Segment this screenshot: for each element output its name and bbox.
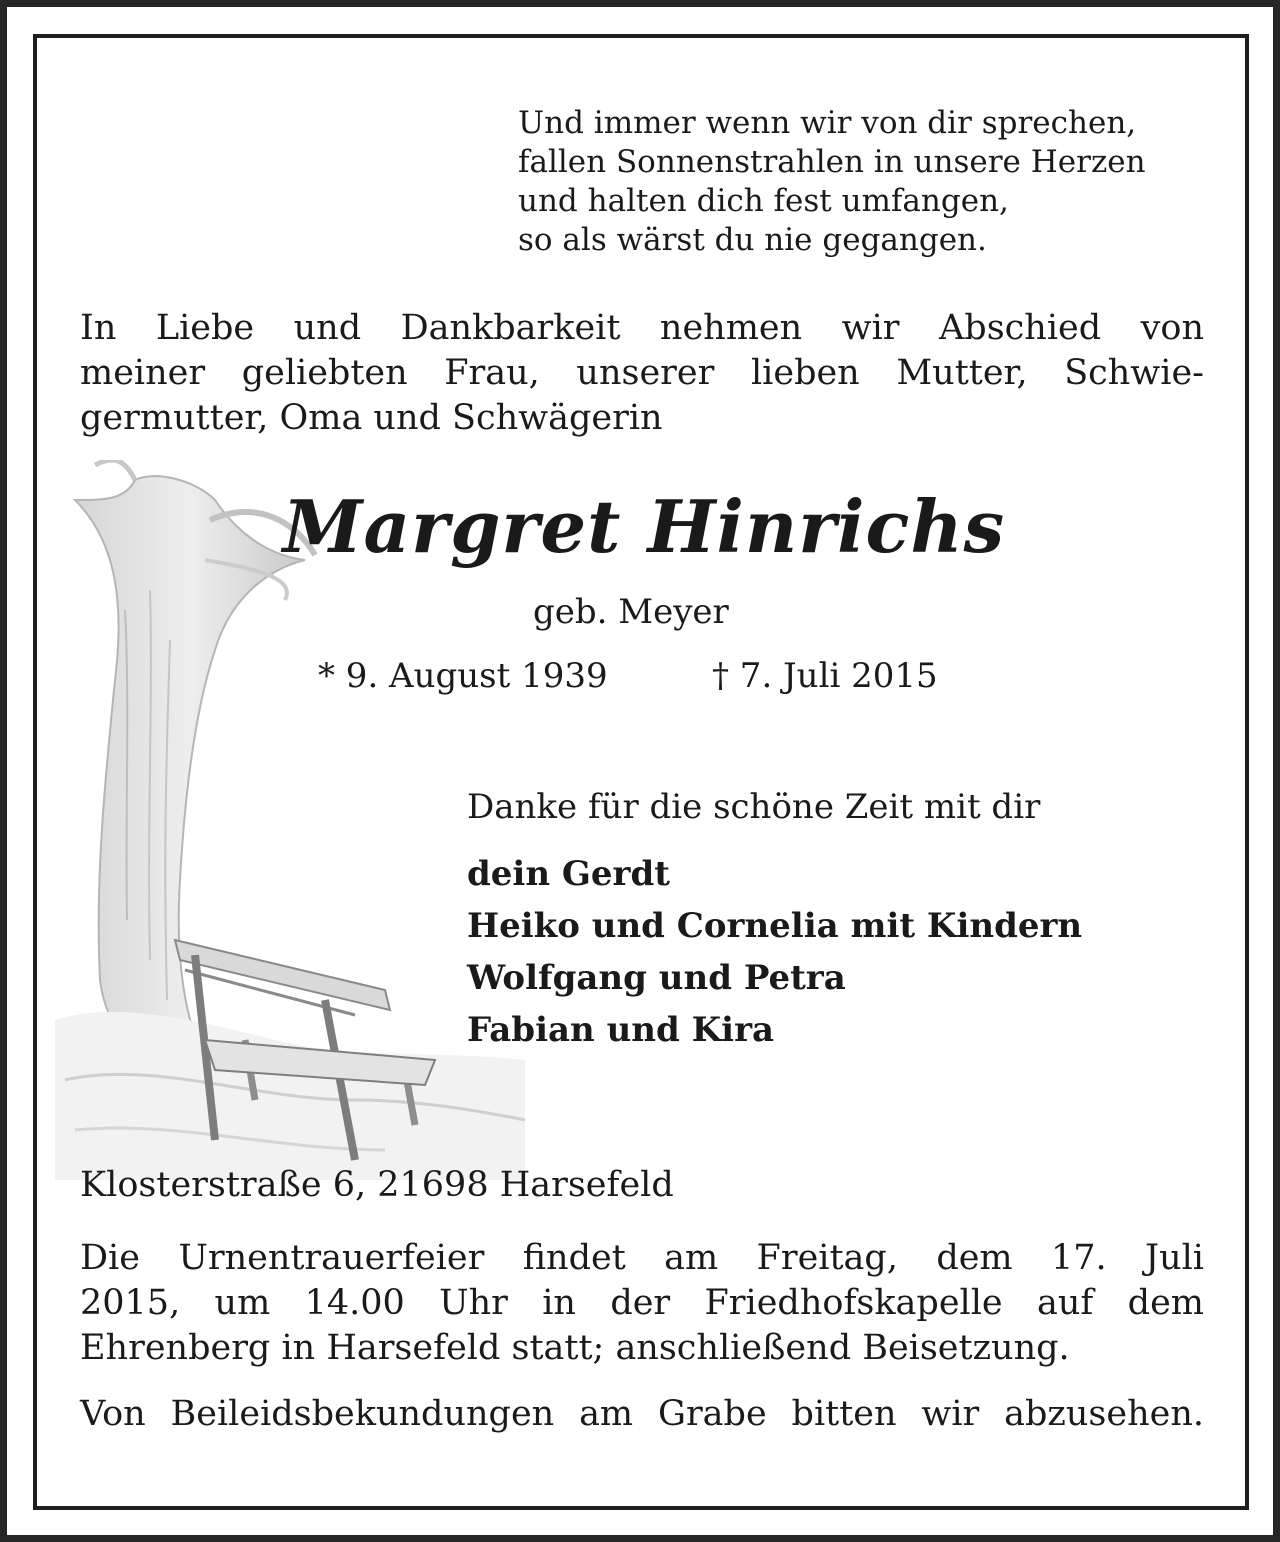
intro-line: meiner geliebten Frau, unserer lieben Mutter, Schwie- [80, 353, 1204, 393]
poem-line: fallen Sonnenstrahlen in unsere Herzen [518, 144, 1146, 180]
death-date: † 7. Juli 2015 [712, 656, 938, 696]
family-member: Heiko und Cornelia mit Kindern [467, 906, 1083, 946]
thanks-line: Danke für die schöne Zeit mit dir [467, 787, 1041, 827]
deceased-name: Margret Hinrichs [282, 484, 1006, 569]
service-paragraph [80, 1236, 1204, 1371]
poem-line: und halten dich fest umfangen, [518, 183, 1009, 219]
poem-line: so als wärst du nie gegangen. [518, 222, 987, 258]
address: Klosterstraße 6, 21698 Harsefeld [80, 1165, 674, 1205]
family-member: Fabian und Kira [467, 1010, 775, 1050]
poem-line: Und immer wenn wir von dir sprechen, [518, 105, 1137, 141]
intro-line: In Liebe und Dankbarkeit nehmen wir Abschied von [80, 308, 1204, 348]
intro-line: germutter, Oma und Schwägerin [80, 398, 663, 438]
closing-note: Von Beileidsbekundungen am Grabe bitten wir abzusehen. [80, 1394, 1204, 1434]
service-line: 2015, um 14.00 Uhr in der Friedhofskapelle auf dem [80, 1283, 1204, 1323]
family-member: dein Gerdt [467, 854, 670, 894]
family-member: Wolfgang und Petra [467, 958, 846, 998]
birth-date: * 9. August 1939 [318, 656, 608, 696]
intro-paragraph [80, 306, 1204, 441]
maiden-name: geb. Meyer [533, 592, 729, 632]
family-list [467, 848, 1082, 1056]
service-line: Ehrenberg in Harsefeld statt; anschließend Beisetzung. [80, 1328, 1070, 1368]
poem [518, 104, 1238, 260]
service-line: Die Urnentrauerfeier findet am Freitag, dem 17. Juli [80, 1238, 1204, 1278]
